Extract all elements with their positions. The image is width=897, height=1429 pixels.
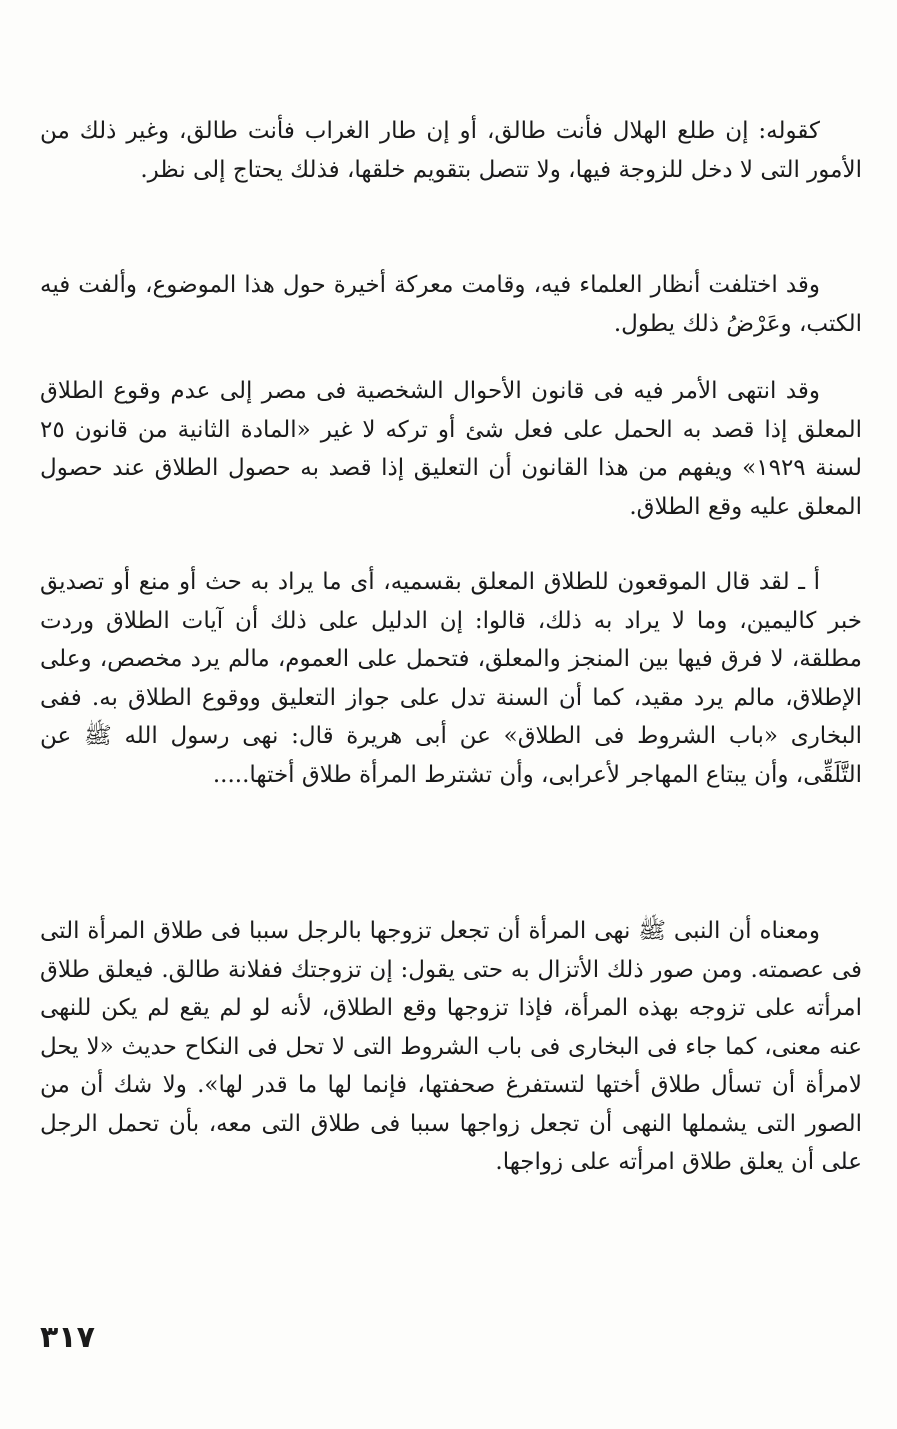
paragraph-3 (40, 372, 862, 526)
paragraph-1 (40, 112, 862, 189)
paragraph-2 (40, 266, 862, 343)
page-number: ٣١٧ (40, 1320, 95, 1355)
paragraph-text: كقوله: إن طلع الهلال فأنت طالق، أو إن طار الغراب فأنت طالق، وغير ذلك من الأمور التى لا دخل للزوجة فيها، ولا تتصل بتقويم خلقها، فذلك يحتاج إلى نظر. (40, 118, 862, 183)
paragraph-5 (40, 912, 862, 1182)
paragraph-text: ومعناه أن النبى ﷺ نهى المرأة أن تجعل تزوجها بالرجل سببا فى طلاق المرأة التى فى عصمته. ومن صور ذلك الأتزال به حتى يقول: إن تزوجتك ففلانة طالق. فيعلق طلاق امرأته على تزوجه بهذه المرأة، فإذا تزوجها وقع الطلاق، لأنه لو لم يقع لم يكن للنهى عنه معنى، كما جاء فى البخارى فى باب الشروط التى لا تحل فى النكاح حديث «لا يحل لامرأة أن تسأل طلاق أختها لتستفرغ صحفتها، فإنما لها ما قدر لها». ولا شك أن من الصور التى يشملها النهى أن تجعل زواجها سببا فى طلاق التى معه، بأن تحمل الرجل على أن يعلق طلاق امرأته على زواجها. (40, 918, 862, 1175)
paragraph-text: أ ـ لقد قال الموقعون للطلاق المعلق بقسميه، أى ما يراد به حث أو منع أو تصديق خبر كاليمين، وما لا يراد به ذلك، قالوا: إن الدليل على ذلك أن آيات الطلاق وردت مطلقة، لا فرق فيها بين المنجز والمعلق، فتحمل على العموم، مالم يرد مخصص، وعلى الإطلاق، مالم يرد مقيد، كما أن السنة تدل على جواز التعليق ووقوع الطلاق به. ففى البخارى «باب الشروط فى الطلاق» عن أبى هريرة قال: نهى رسول الله ﷺ عن التَّلَقِّى، وأن يبتاع المهاجر لأعرابى، وأن تشترط المرأة طلاق أختها..... (40, 569, 862, 788)
paragraph-text: وقد انتهى الأمر فيه فى قانون الأحوال الشخصية فى مصر إلى عدم وقوع الطلاق المعلق إذا قصد به الحمل على فعل شئ أو تركه لا غير «المادة الثانية من قانون ٢٥ لسنة ١٩٢٩» ويفهم من هذا القانون أن التعليق إذا قصد به حصول الطلاق عند حصول المعلق عليه وقع الطلاق. (40, 378, 863, 520)
paragraph-4 (40, 563, 862, 794)
paragraph-text: وقد اختلفت أنظار العلماء فيه، وقامت معركة أخيرة حول هذا الموضوع، وألفت فيه الكتب، وعَرْضُ ذلك يطول. (40, 272, 862, 337)
